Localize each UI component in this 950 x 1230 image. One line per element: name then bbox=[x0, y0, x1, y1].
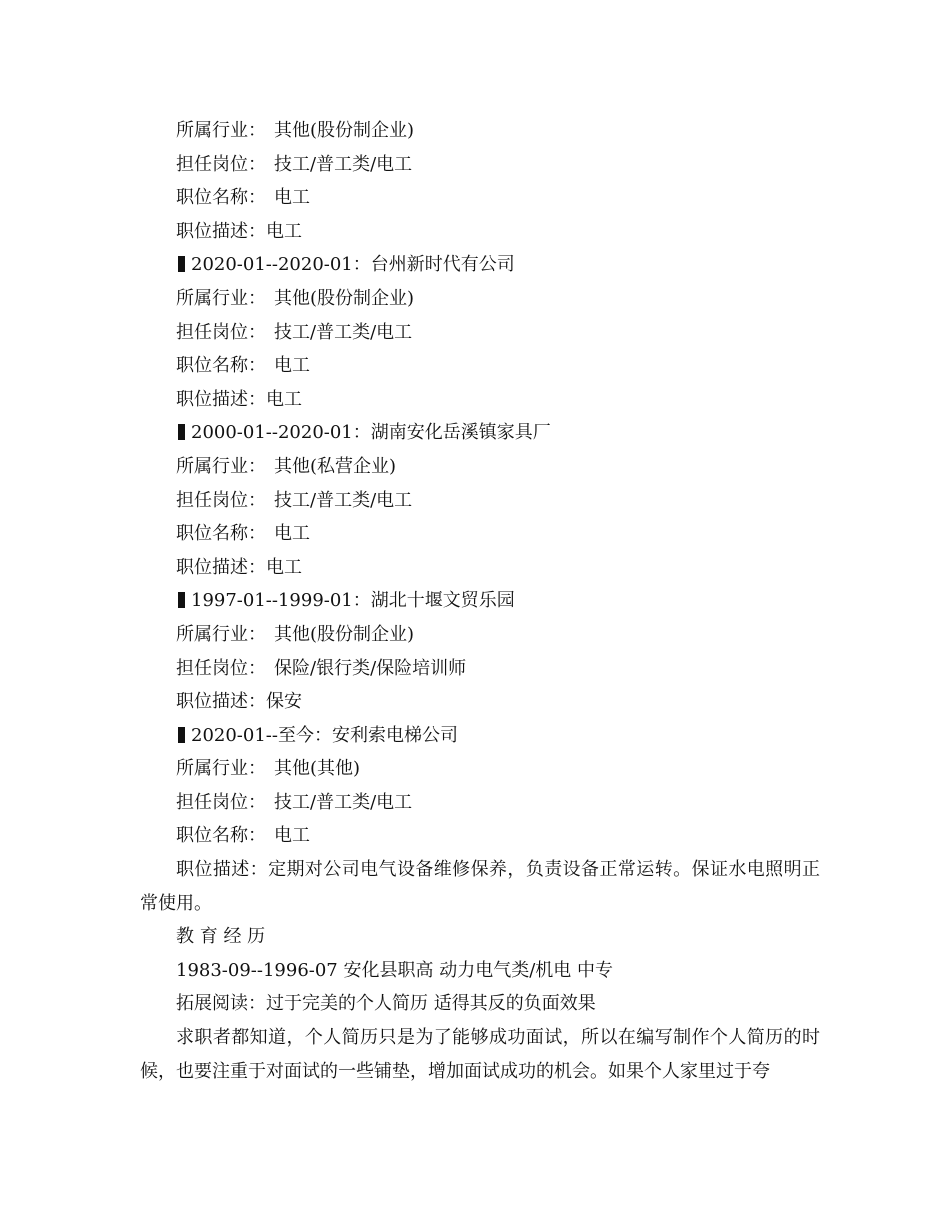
title-value: 电工 bbox=[274, 187, 310, 209]
desc-value: 电工 bbox=[266, 220, 302, 242]
job-header-text: 2000-01--2020-01：湖南安化岳溪镇家具厂 bbox=[191, 422, 551, 444]
post-line bbox=[140, 148, 820, 182]
desc-value: 电工 bbox=[266, 556, 302, 578]
industry-label: 所属行业： bbox=[176, 758, 266, 780]
title-label: 职位名称： bbox=[176, 187, 266, 209]
desc-value: 定期对公司电气设备维修保养，负责设备正常运转。保证水电照明正常使用。 bbox=[140, 859, 821, 914]
industry-label: 所属行业： bbox=[176, 287, 266, 309]
resume-content bbox=[140, 114, 820, 1088]
industry-value: 其他(股份制企业) bbox=[274, 623, 415, 645]
desc-line bbox=[140, 215, 820, 249]
post-label: 担任岗位： bbox=[176, 489, 266, 511]
industry-value: 其他(其他) bbox=[274, 758, 361, 780]
desc-label: 职位描述： bbox=[176, 556, 266, 578]
post-label: 担任岗位： bbox=[176, 657, 266, 679]
industry-label: 所属行业： bbox=[176, 623, 266, 645]
title-value: 电工 bbox=[274, 825, 310, 847]
bullet-icon bbox=[178, 727, 185, 743]
post-line bbox=[140, 786, 820, 820]
post-value: 技工/普工类/电工 bbox=[274, 153, 413, 175]
job-header bbox=[140, 416, 820, 450]
title-line bbox=[140, 517, 820, 551]
job-header-text: 2020-01--2020-01：台州新时代有公司 bbox=[191, 254, 515, 276]
desc-line bbox=[140, 685, 820, 719]
post-label: 担任岗位： bbox=[176, 791, 266, 813]
post-line bbox=[140, 652, 820, 686]
post-value: 技工/普工类/电工 bbox=[274, 321, 413, 343]
title-value: 电工 bbox=[274, 355, 310, 377]
industry-label: 所属行业： bbox=[176, 120, 266, 141]
bullet-icon bbox=[178, 592, 185, 608]
bullet-icon bbox=[178, 424, 185, 440]
title-label: 职位名称： bbox=[176, 355, 266, 377]
industry-line bbox=[140, 752, 820, 786]
desc-line bbox=[140, 383, 820, 417]
extended-reading-title-text: 拓展阅读：过于完美的个人简历 适得其反的负面效果 bbox=[176, 993, 596, 1015]
industry-line bbox=[140, 114, 820, 148]
desc-label: 职位描述： bbox=[176, 859, 269, 881]
education-heading-text: 教 育 经 历 bbox=[176, 926, 266, 948]
post-label: 担任岗位： bbox=[176, 153, 266, 175]
post-label: 担任岗位： bbox=[176, 321, 266, 343]
education-entry-text: 1983-09--1996-07 安化县职高 动力电气类/机电 中专 bbox=[176, 959, 613, 981]
industry-value: 其他(股份制企业) bbox=[274, 120, 415, 141]
industry-label: 所属行业： bbox=[176, 455, 266, 477]
desc-paragraph bbox=[140, 853, 820, 920]
post-line bbox=[140, 316, 820, 350]
title-value: 电工 bbox=[274, 523, 310, 545]
title-line bbox=[140, 819, 820, 853]
industry-line bbox=[140, 450, 820, 484]
job-header bbox=[140, 248, 820, 282]
desc-label: 职位描述： bbox=[176, 388, 266, 410]
job-header-text: 2020-01--至今：安利索电梯公司 bbox=[191, 724, 458, 746]
extended-reading-paragraph: 求职者都知道，个人简历只是为了能够成功面试，所以在编写制作个人简历的时候，也要注重于对面试的一些铺垫，增加面试成功的机会。如果个人家里过于夸 bbox=[140, 1027, 820, 1082]
job-header-text: 1997-01--1999-01：湖北十堰文贸乐园 bbox=[191, 590, 515, 612]
title-line bbox=[140, 349, 820, 383]
industry-line bbox=[140, 282, 820, 316]
post-line bbox=[140, 484, 820, 518]
title-label: 职位名称： bbox=[176, 523, 266, 545]
education-heading bbox=[140, 920, 820, 954]
post-value: 技工/普工类/电工 bbox=[274, 489, 413, 511]
job-header bbox=[140, 584, 820, 618]
industry-value: 其他(股份制企业) bbox=[274, 287, 415, 309]
desc-line bbox=[140, 551, 820, 585]
extended-reading-title bbox=[140, 987, 820, 1021]
post-value: 技工/普工类/电工 bbox=[274, 791, 413, 813]
bullet-icon bbox=[178, 256, 185, 272]
desc-value: 电工 bbox=[266, 388, 302, 410]
desc-label: 职位描述： bbox=[176, 691, 266, 713]
desc-value: 保安 bbox=[266, 691, 302, 713]
title-line bbox=[140, 181, 820, 215]
education-entry bbox=[140, 954, 820, 988]
desc-label: 职位描述： bbox=[176, 220, 266, 242]
post-value: 保险/银行类/保险培训师 bbox=[274, 657, 467, 679]
industry-value: 其他(私营企业) bbox=[274, 455, 397, 477]
industry-line bbox=[140, 618, 820, 652]
job-header bbox=[140, 719, 820, 753]
title-label: 职位名称： bbox=[176, 825, 266, 847]
